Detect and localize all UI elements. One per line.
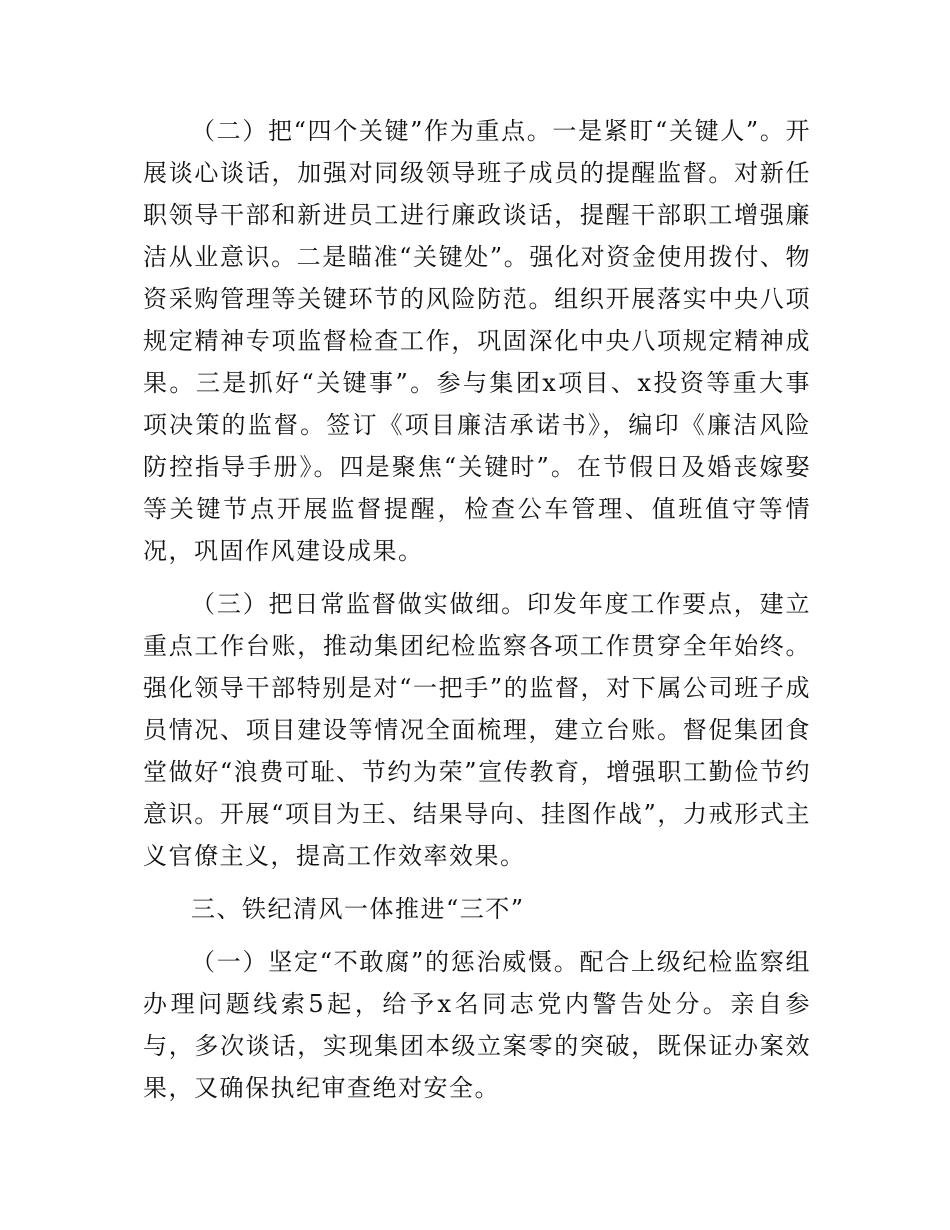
document-body: [143, 110, 811, 1120]
section-heading: 三、铁纪清风一体推进“三不”: [191, 895, 525, 923]
paragraph-daily-supervision: （三）把日常监督做实做细。印发年度工作要点，建立重点工作台账，推动集团纪检监察各项工作贯穿全年始终。强化领导干部特别是对“一把手”的监督，对下属公司班子成员情况、项目建设等情况全面梳理，建立台账。督促集团食堂做好“浪费可耻、节约为荣”宣传教育，增强职工勤俭节约意识。开展“项目为王、结果导向、挂图作战”，力戒形式主义官僚主义，提高工作效率效果。: [143, 590, 811, 870]
paragraph-dare-not-corrupt: （一）坚定“不敢腐”的惩治威慑。配合上级纪检监察组办理问题线索5起，给予x名同志党内警告处分。亲自参与，多次谈话，实现集团本级立案零的突破，既保证办案效果，又确保执纪审查绝对安全。: [143, 948, 811, 1102]
paragraph-four-keys: （二）把“四个关键”作为重点。一是紧盯“关键人”。开展谈心谈话，加强对同级领导班子成员的提醒监督。对新任职领导干部和新进员工进行廉政谈话，提醒干部职工增强廉洁从业意识。二是瞄准“关键处”。强化对资金使用拨付、物资采购管理等关键环节的风险防范。组织开展落实中央八项规定精神专项监督检查工作，巩固深化中央八项规定精神成果。三是抓好“关键事”。参与集团x项目、x投资等重大事项决策的监督。签订《项目廉洁承诺书》，编印《廉洁风险防控指导手册》。四是聚焦“关键时”。在节假日及婚丧嫁娶等关键节点开展监督提醒，检查公车管理、值班值守等情况，巩固作风建设成果。: [143, 117, 811, 565]
